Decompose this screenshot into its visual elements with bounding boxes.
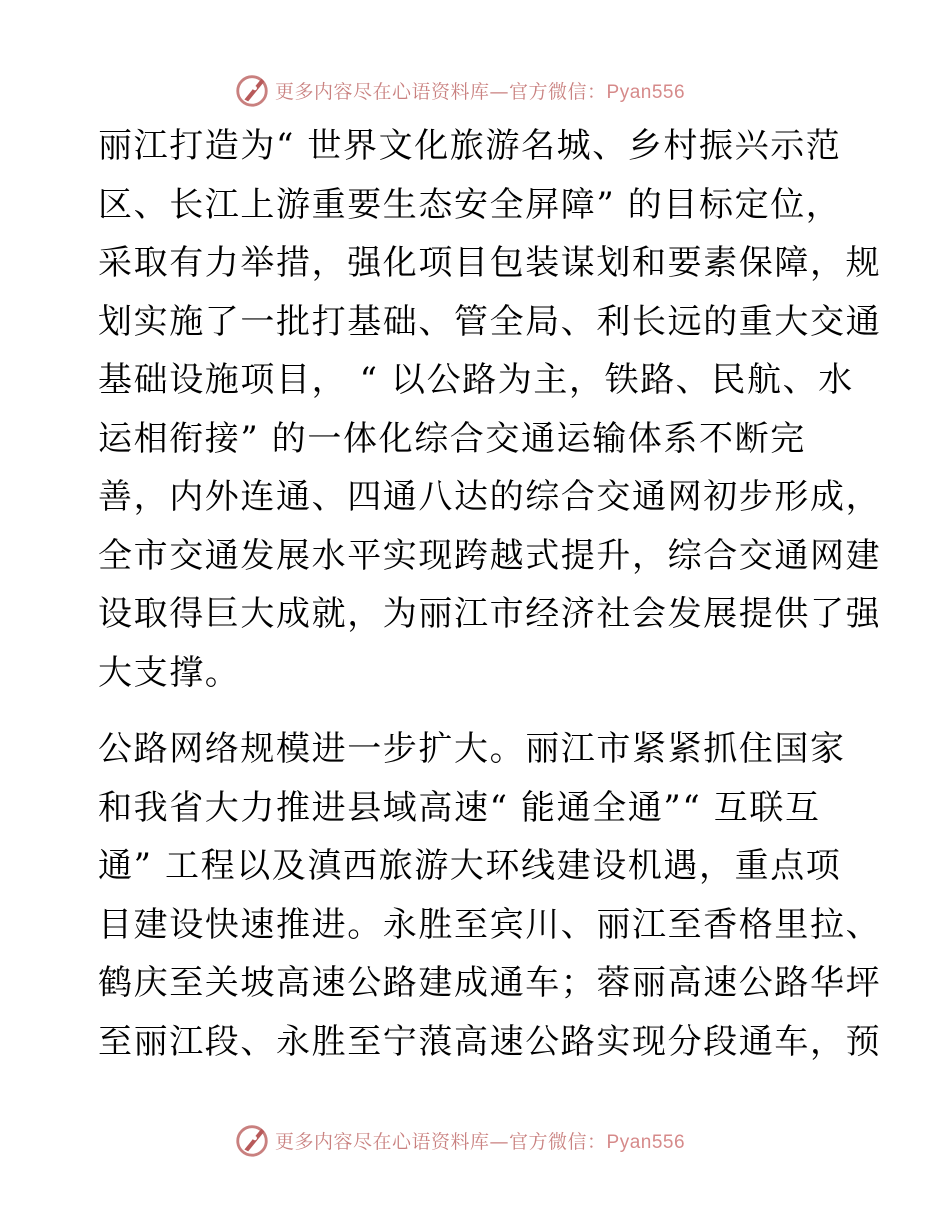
text-line: 公路网络规模进一步扩大。丽江市紧紧抓住国家 [98, 729, 846, 769]
text-line: 丽江打造为“ 世界文化旅游名城、乡村振兴示范 [98, 126, 842, 166]
footer-watermark [233, 1120, 685, 1160]
text-line: 区、长江上游重要生态安全屏障” 的目标定位， [98, 184, 842, 225]
pen-nib-circle-icon [233, 71, 271, 109]
text-line: 设取得巨大成就，为丽江市经济社会发展提供了强 [98, 594, 882, 634]
header-watermark [233, 70, 685, 110]
text-line: 划实施了一批打基础、管全局、利长远的重大交通 [98, 301, 882, 342]
document-body [98, 117, 882, 1071]
watermark-text: 更多内容尽在心语资料库—官方微信：Pyan556 [275, 1130, 686, 1153]
text-line: 运相衔接” 的一体化综合交通运输体系不断完 [98, 418, 806, 459]
pen-nib-circle-icon [233, 1121, 271, 1159]
text-line: 和我省大力推进县域高速“ 能通全通”“ 互联互 [98, 787, 821, 828]
text-line: 采取有力举措，强化项目包装谋划和要素保障，规 [98, 243, 882, 283]
paragraph-1 [98, 117, 882, 702]
text-line: 全市交通发展水平实现跨越式提升，综合交通网建 [98, 535, 882, 576]
text-line: 基础设施项目， “ 以公路为主，铁路、民航、水 [98, 360, 854, 400]
text-line: 通” 工程以及滇西旅游大环线建设机遇，重点项 [98, 846, 842, 886]
text-line: 至丽江段、永胜至宁蒗高速公路实现分段通车，预 [98, 1021, 882, 1062]
paragraph-2 [98, 720, 882, 1071]
text-line: 善，内外连通、四通八达的综合交通网初步形成， [98, 477, 882, 517]
text-line: 目建设快速推进。永胜至宾川、丽江至香格里拉、 [98, 904, 882, 945]
watermark-text: 更多内容尽在心语资料库—官方微信：Pyan556 [275, 80, 686, 103]
text-line: 鹤庆至关坡高速公路建成通车；蓉丽高速公路华坪 [98, 963, 882, 1003]
text-line: 大支撑。 [98, 652, 241, 693]
